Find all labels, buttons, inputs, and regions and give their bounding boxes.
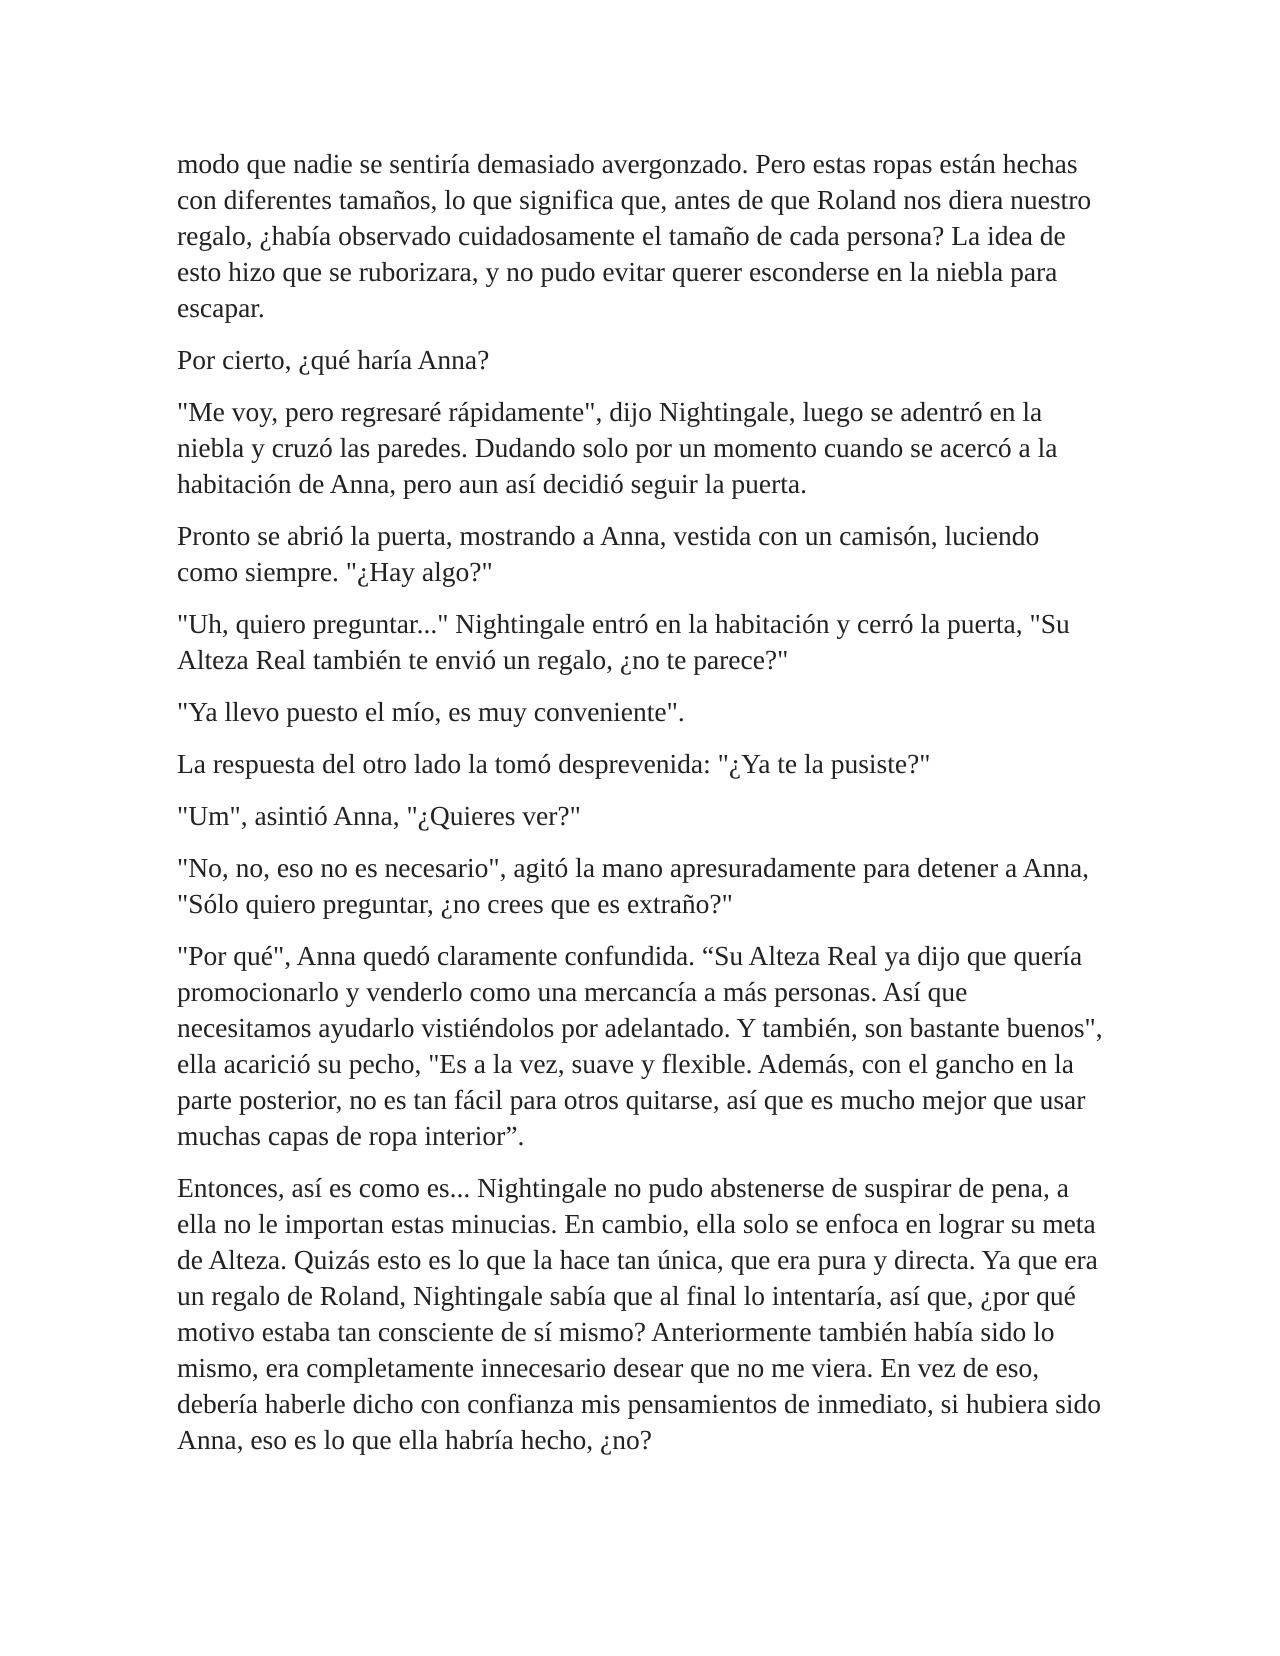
- paragraph: Pronto se abrió la puerta, mostrando a Anna, vestida con un camisón, luciendo como siempre. "¿Hay algo?": [177, 520, 1040, 587]
- paragraph: La respuesta del otro lado la tomó desprevenida: "¿Ya te la pusiste?": [177, 748, 931, 779]
- paragraph: "Me voy, pero regresaré rápidamente", dijo Nightingale, luego se adentró en la niebla y cruzó las paredes. Dudando solo por un momento cuando se acercó a la habitación de Anna, pero aun así decidió seguir la puerta.: [177, 396, 1058, 499]
- paragraph: "Ya llevo puesto el mío, es muy conveniente".: [177, 696, 685, 727]
- paragraph: "Por qué", Anna quedó claramente confundida. “Su Alteza Real ya dijo que quería promocionarlo y venderlo como una mercancía a más personas. Así que necesitamos ayudarlo vistiéndolos por adelantado. Y también, son bastante buenos", ella acarició su pecho, "Es a la vez, suave y flexible. Además, con el gancho en la parte posterior, no es tan fácil para otros quitarse, así que es mucho mejor que usar muchas capas de ropa interior”.: [177, 940, 1103, 1151]
- document-page: [177, 146, 1107, 1474]
- paragraph: "Uh, quiero preguntar..." Nightingale entró en la habitación y cerró la puerta, "Su Alteza Real también te envió un regalo, ¿no te parece?": [177, 608, 1070, 675]
- paragraph: "Um", asintió Anna, "¿Quieres ver?": [177, 800, 581, 831]
- paragraph: Por cierto, ¿qué haría Anna?: [177, 344, 490, 375]
- paragraph: modo que nadie se sentiría demasiado avergonzado. Pero estas ropas están hechas con diferentes tamaños, lo que significa que, antes de que Roland nos diera nuestro regalo, ¿había observado cuidadosamente el tamaño de cada persona? La idea de esto hizo que se ruborizara, y no pudo evitar querer esconderse en la niebla para escapar.: [177, 148, 1092, 323]
- paragraph: "No, no, eso no es necesario", agitó la mano apresuradamente para detener a Anna, "Sólo quiero preguntar, ¿no crees que es extraño?": [177, 852, 1090, 919]
- paragraph: Entonces, así es como es... Nightingale no pudo abstenerse de suspirar de pena, a ella no le importan estas minucias. En cambio, ella solo se enfoca en lograr su meta de Alteza. Quizás esto es lo que la hace tan única, que era pura y directa. Ya que era un regalo de Roland, Nightingale sabía que al final lo intentaría, así que, ¿por qué motivo estaba tan consciente de sí mismo? Anteriormente también había sido lo mismo, era completamente innecesario desear que no me viera. En vez de eso, debería haberle dicho con confianza mis pensamientos de inmediato, si hubiera sido Anna, eso es lo que ella habría hecho, ¿no?: [177, 1172, 1102, 1455]
